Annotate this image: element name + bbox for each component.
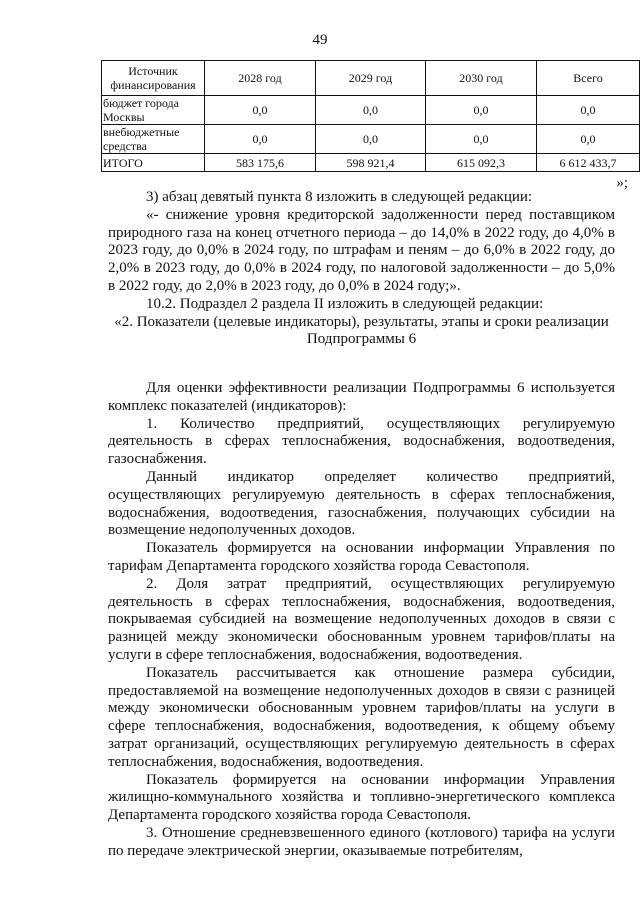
header-total: Всего — [537, 61, 640, 96]
table-header-row — [102, 61, 640, 96]
cell-value: 615 092,3 — [426, 154, 537, 172]
paragraph: 2. Доля затрат предприятий, осуществляющих регулируемую деятельность в сферах теплоснабжения, водоснабжения, водоотведения, покрываемая субсидией на возмещение недополученных доходов в связи с разницей между экономически обоснованным уровнем тарифов/платы на услуги в сфере теплоснабжения, водоснабжения, водоотведения. — [108, 575, 615, 663]
header-2028: 2028 год — [205, 61, 316, 96]
main-text — [108, 380, 615, 861]
paragraph: 3) абзац девятый пункта 8 изложить в следующей редакции: — [146, 189, 533, 205]
row-source: внебюджетные средства — [102, 125, 205, 154]
paragraph: Показатель формируется на основании информации Управления жилищно-коммунального хозяйства и топливно-энергетического комплекса Департамента городского хозяйства города Севастополя. — [108, 771, 615, 824]
closing-quote: »; — [616, 175, 628, 191]
row-source: бюджет города Москвы — [102, 96, 205, 125]
page-number: 49 — [312, 32, 328, 48]
paragraph: 3. Отношение средневзвешенного единого (котлового) тарифа на услуги по передаче электрической энергии, оказываемые потребителям, — [108, 824, 615, 859]
paragraph: 10.2. Подраздел 2 раздела II изложить в следующей редакции: — [146, 295, 544, 312]
paragraph: 1. Количество предприятий, осуществляющих регулируемую деятельность в сферах теплоснабжения, водоснабжения, водоотведения, газоснабжения. — [108, 415, 615, 468]
cell-value: 0,0 — [205, 125, 316, 154]
paragraph: «- снижение уровня кредиторской задолженности перед поставщиком природного газа на конец отчетного периода – до 14,0% в 2022 году, до 4,0% в 2023 году, до 0,0% в 2024 году, по штрафам и пеням – до 6,0% в 2022 году, до 2,0% в 2023 году, до 0,0% в 2024 году, по налоговой задолженности – до 5,0% в 2022 году, до 2,0% в 2023 году, до 0,0% в 2024 году;». — [108, 206, 615, 294]
header-2029: 2029 год — [316, 61, 426, 96]
paragraph: Показатель рассчитывается как отношение размера субсидии, предоставляемой на возмещение недополученных доходов в связи с разницей между экономически обоснованным уровнем тарифов/платы на услуги в сфере теплоснабжения, водоснабжения, водоотведения, к общему объему затрат организаций, осуществляющих регулируемую деятельность в сферах теплоснабжения, водоснабжения, водоотведения. — [108, 664, 615, 770]
cell-value: 0,0 — [537, 125, 640, 154]
financing-table — [101, 60, 640, 172]
table-row — [102, 125, 640, 154]
cell-value: 0,0 — [426, 125, 537, 154]
paragraph: Данный индикатор определяет количество предприятий, осуществляющих регулируемую деятельность в сферах теплоснабжения, водоснабжения, водоотведения, газоснабжения, получающих субсидии на возмещение недополученных доходов. — [108, 468, 615, 539]
table-row — [102, 96, 640, 125]
paragraph: Для оценки эффективности реализации Подпрограммы 6 используется комплекс показателей (индикаторов): — [108, 380, 615, 414]
header-source: Источник финансирования — [102, 61, 205, 96]
row-source: ИТОГО — [102, 154, 205, 172]
cell-value: 0,0 — [205, 96, 316, 125]
cell-value: 598 921,4 — [316, 154, 426, 172]
paragraph: Показатель формируется на основании информации Управления по тарифам Департамента городского хозяйства города Севастополя. — [108, 540, 615, 574]
cell-value: 0,0 — [426, 96, 537, 125]
header-2030: 2030 год — [426, 61, 537, 96]
amendment-text — [108, 189, 615, 349]
cell-value: 0,0 — [316, 125, 426, 154]
cell-value: 6 612 433,7 — [537, 154, 640, 172]
table-row-total — [102, 154, 640, 172]
cell-value: 0,0 — [316, 96, 426, 125]
cell-value: 583 175,6 — [205, 154, 316, 172]
section-heading: «2. Показатели (целевые индикаторы), результаты, этапы и сроки реализации Подпрограммы 6 — [114, 313, 609, 348]
cell-value: 0,0 — [537, 96, 640, 125]
